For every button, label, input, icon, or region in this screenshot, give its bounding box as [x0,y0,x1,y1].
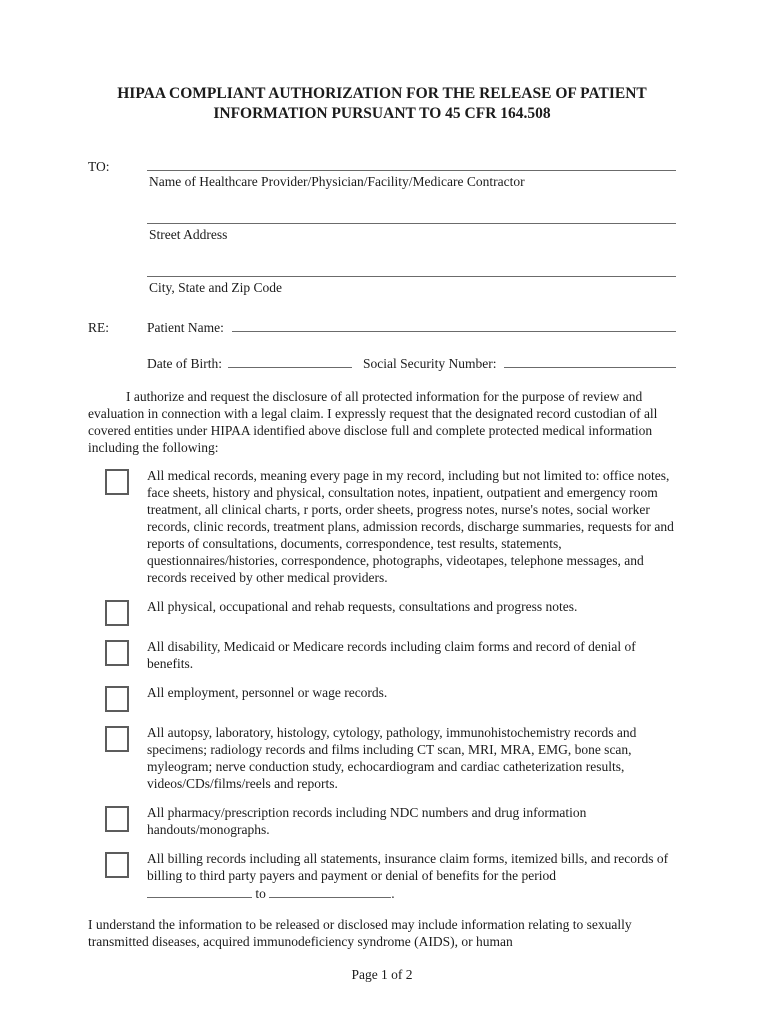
checklist-item-label: All disability, Medicaid or Medicare records including claim forms and record of denial of benefits. [147,639,636,671]
billing-period-separator: to [255,886,266,901]
checklist-item-label: All employment, personnel or wage records. [147,685,388,700]
checklist-item-disability-records [88,638,676,672]
street-address-field[interactable] [147,211,676,224]
provider-name-caption: Name of Healthcare Provider/Physician/Facility/Medicare Contractor [149,174,525,189]
patient-name-field[interactable] [232,318,676,332]
billing-period-from-field[interactable] [147,884,252,898]
checkbox[interactable] [105,600,129,626]
checklist-item-label: All autopsy, laboratory, histology, cytology, pathology, immunohistochemistry records and specimens; radiology records and films including CT scan, MRI, MRA, EMG, bone scan, myleogram; nerve conduction study, echocardiogram and cardiac catheterization results, videos/CDs/films/reels and reports. [147,725,637,791]
checklist-item-therapy-notes [88,598,676,626]
checklist-item-medical-records [88,467,676,586]
page-number: Page 1 of 2 [351,967,413,982]
ssn-field[interactable] [504,354,676,368]
checklist-item-employment-records [88,684,676,712]
dob-field[interactable] [228,354,352,368]
checklist-item-lab-radiology-records [88,724,676,792]
to-label: TO: [88,159,110,174]
city-state-zip-field[interactable] [147,264,676,277]
checkbox[interactable] [105,640,129,666]
billing-records-text: All billing records including all statements, insurance claim forms, itemized bills, and records of billing to third party payers and payment or denial of benefits for the period [147,851,669,883]
dob-ssn-row [147,354,676,372]
billing-period-to-field[interactable] [269,884,391,898]
closing-paragraph: I understand the information to be released or disclosed may include information relating to sexually transmitted diseases, acquired immunodeficiency syndrome (AIDS), or human [88,917,632,949]
re-section [88,318,676,336]
form-title-line1: HIPAA COMPLIANT AUTHORIZATION FOR THE RELEASE OF PATIENT [117,85,647,102]
checkbox[interactable] [105,806,129,832]
checkbox[interactable] [105,686,129,712]
form-title [88,84,676,124]
form-title-line2: INFORMATION PURSUANT TO 45 CFR 164.508 [213,105,551,122]
checkbox[interactable] [105,469,129,495]
to-fields [147,158,676,296]
ssn-label: Social Security Number: [362,356,497,371]
dob-label: Date of Birth: [147,356,222,371]
checklist-item-label: All physical, occupational and rehab requests, consultations and progress notes. [147,599,578,614]
billing-period-terminator: . [391,886,395,901]
checklist-item-billing-records [88,850,676,902]
provider-name-field[interactable] [147,158,676,171]
checklist-item-label: All medical records, meaning every page in my record, including but not limited to: office notes, face sheets, history and physical, consultation notes, inpatient, outpatient and emergency room treatment, all clinical charts, r ports, order sheets, progress notes, nurse's notes, social worker records, clinic records, treatment plans, admission records, discharge summaries, requests for and reports of consultations, documents, correspondence, test results, statements, questionnaires/histories, correspondence, photographs, videotapes, telephone messages, and records received by other medical providers. [147,468,674,585]
checklist-item-pharmacy-records [88,804,676,838]
checklist-item-label: All pharmacy/prescription records including NDC numbers and drug information handouts/monographs. [147,805,587,837]
provider-name-field-group [147,158,676,190]
patient-name-label: Patient Name: [147,320,224,335]
street-address-caption: Street Address [149,227,228,242]
re-label: RE: [88,320,110,335]
records-checklist [88,467,676,902]
checkbox[interactable] [105,726,129,752]
patient-name-row [147,318,676,336]
street-address-field-group [147,211,676,243]
city-state-zip-field-group [147,264,676,296]
checkbox[interactable] [105,852,129,878]
city-state-zip-caption: City, State and Zip Code [149,280,282,295]
authorization-paragraph: I authorize and request the disclosure of all protected information for the purpose of review and evaluation in connection with a legal claim. I expressly request that the designated record custodian of all covered entities under HIPAA identified above disclose full and complete protected medical information including the following: [88,389,658,455]
checklist-item-label [147,850,676,902]
to-section [88,158,676,296]
